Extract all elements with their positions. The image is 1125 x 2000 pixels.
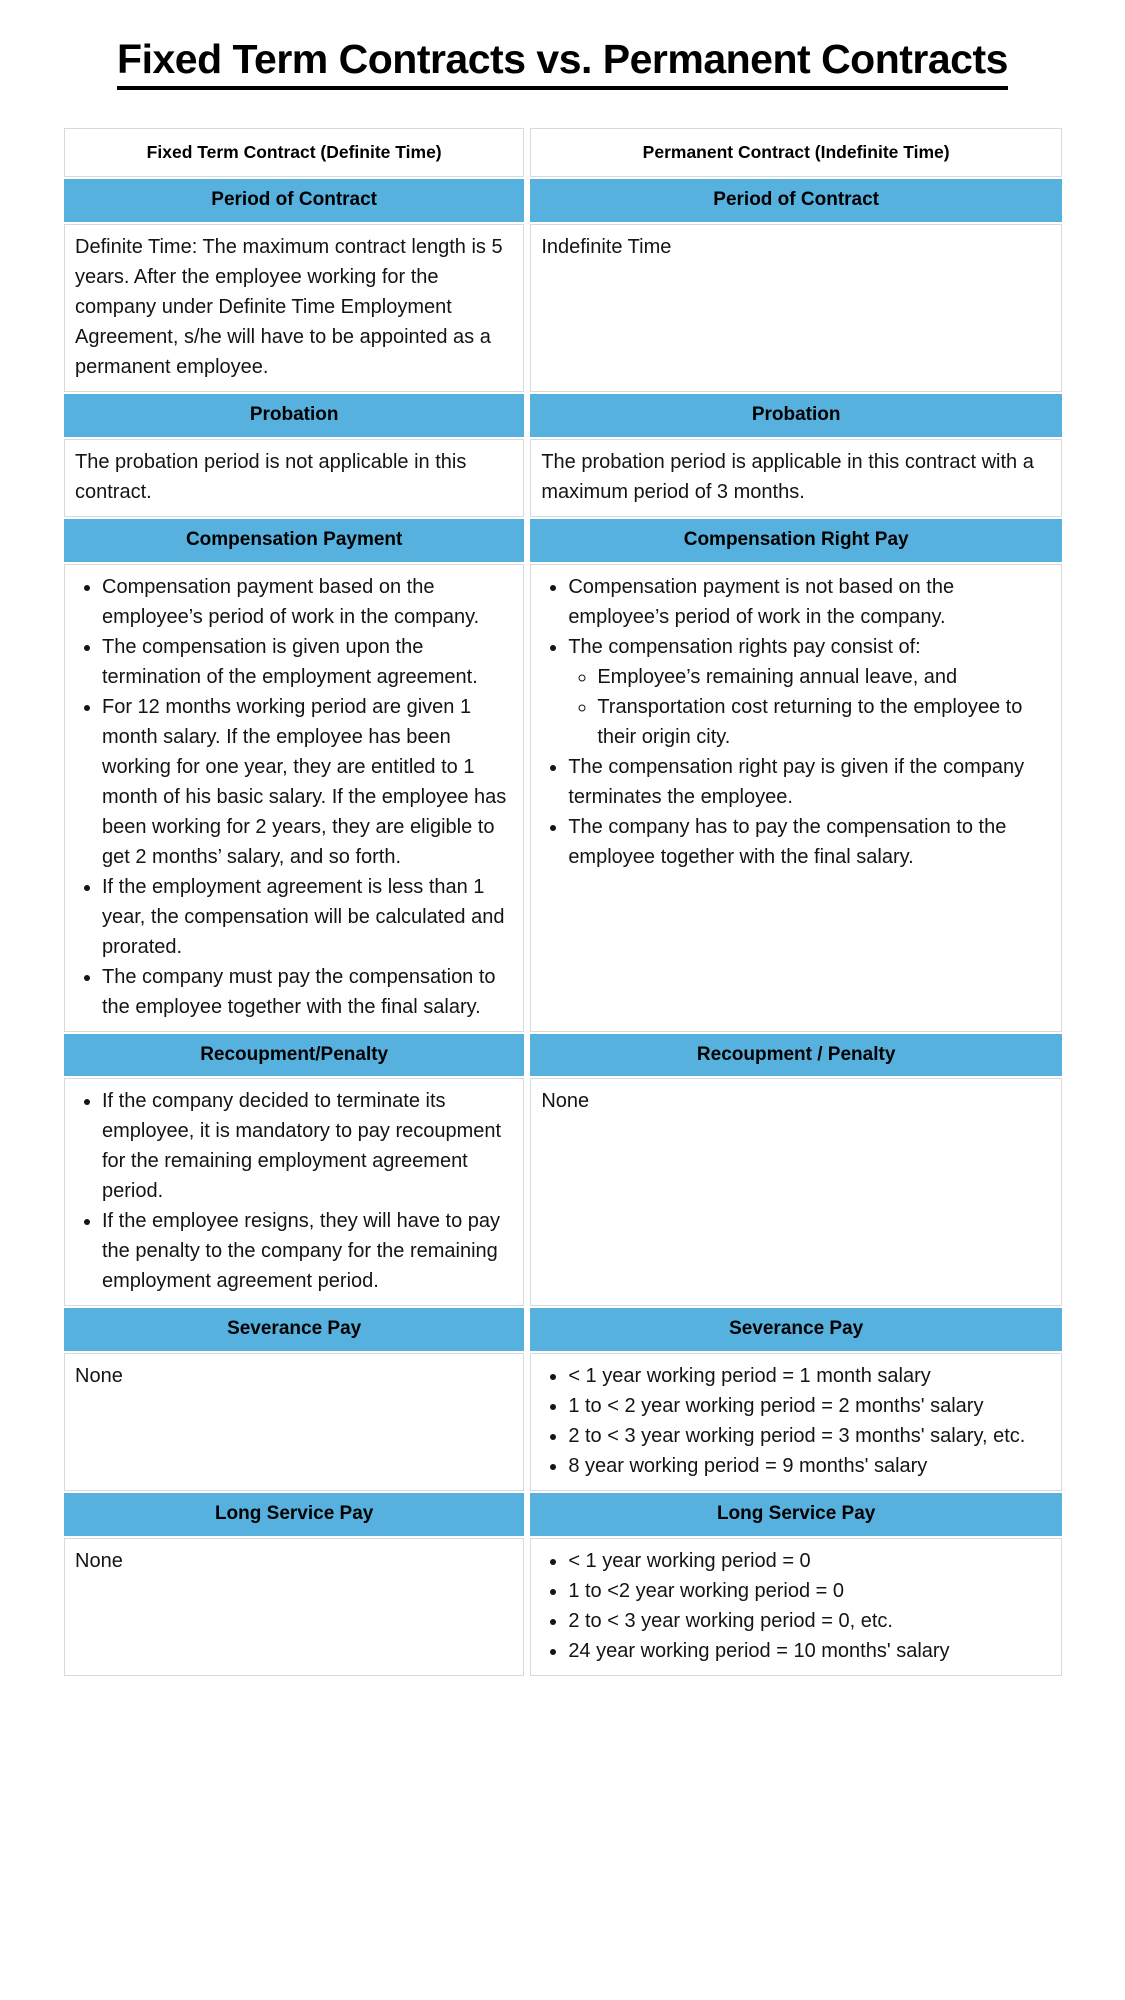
- probation-header-left: Probation: [64, 394, 524, 437]
- list-item: • 24 year working period = 10 months' salary: [568, 1636, 1049, 1666]
- severance-header-right: Severance Pay: [530, 1308, 1062, 1351]
- recoupment-content-right: [530, 1078, 1062, 1306]
- sub-list-item: ◦ Employee’s remaining annual leave, and: [597, 662, 1049, 692]
- probation-header-right: Probation: [530, 394, 1062, 437]
- recoupment-content-left: [64, 1078, 524, 1306]
- list-item: • The company has to pay the compensation to the employee together with the final salary.: [568, 812, 1049, 872]
- column-header-left: Fixed Term Contract (Definite Time): [64, 128, 524, 177]
- list-item: • If the employee resigns, they will have to pay the penalty to the company for the remaining employment agreement period.: [102, 1206, 511, 1296]
- period-content-right: [530, 224, 1062, 392]
- compensation-list-right: [541, 572, 1049, 872]
- recoupment-list-left: [75, 1086, 511, 1296]
- probation-content-left: [64, 439, 524, 517]
- severance-header-left: Severance Pay: [64, 1308, 524, 1351]
- sub-list: [568, 662, 1049, 752]
- severance-content-right: [530, 1353, 1062, 1491]
- list-item: • Compensation payment is not based on the employee’s period of work in the company.: [568, 572, 1049, 632]
- recoupment-header-left: Recoupment/Penalty: [64, 1034, 524, 1077]
- recoupment-text-right: None: [541, 1090, 590, 1113]
- severance-text-left: None: [75, 1365, 123, 1388]
- severance-list-right: [541, 1361, 1049, 1481]
- probation-content-right: [530, 439, 1062, 517]
- list-item: • If the employment agreement is less than 1 year, the compensation will be calculated and prorated.: [102, 872, 511, 962]
- recoupment-header-right: Recoupment / Penalty: [530, 1034, 1062, 1077]
- column-header-right: Permanent Contract (Indefinite Time): [530, 128, 1062, 177]
- long-service-content-left: [64, 1538, 524, 1676]
- sub-list-item: ◦ Transportation cost returning to the employee to their origin city.: [597, 692, 1049, 752]
- period-header-left: Period of Contract: [64, 179, 524, 222]
- page-title: Fixed Term Contracts vs. Permanent Contracts: [117, 36, 1008, 90]
- compensation-content-left: [64, 564, 524, 1032]
- compensation-content-right: [530, 564, 1062, 1032]
- list-item: • < 1 year working period = 1 month salary: [568, 1361, 1049, 1391]
- probation-text-right: The probation period is applicable in this contract with a maximum period of 3 months.: [541, 450, 1034, 503]
- long-service-list-right: [541, 1546, 1049, 1666]
- list-item: • < 1 year working period = 0: [568, 1546, 1049, 1576]
- list-item: • The company must pay the compensation to the employee together with the final salary.: [102, 962, 511, 1022]
- list-item: • 2 to < 3 year working period = 0, etc.: [568, 1606, 1049, 1636]
- severance-content-left: [64, 1353, 524, 1491]
- list-item: • 8 year working period = 9 months' salary: [568, 1451, 1049, 1481]
- list-item: • The compensation rights pay consist of: ◦ Employee’s remaining annual leave, and ◦ Transportation cost returning to the employee to their origin city.: [568, 632, 1049, 752]
- long-service-text-left: None: [75, 1549, 123, 1572]
- list-item: • If the company decided to terminate its employee, it is mandatory to pay recoupment for the remaining employment agreement period.: [102, 1086, 511, 1206]
- list-item: • The compensation is given upon the termination of the employment agreement.: [102, 632, 511, 692]
- long-service-header-left: Long Service Pay: [64, 1493, 524, 1536]
- compensation-header-left: Compensation Payment: [64, 519, 524, 562]
- list-item: • 2 to < 3 year working period = 3 months' salary, etc.: [568, 1421, 1049, 1451]
- period-text-left: Definite Time: The maximum contract length is 5 years. After the employee working for the company under Definite Time Employment Agreement, s/he will have to be appointed as a permanent employee.: [75, 235, 503, 378]
- comparison-table: [64, 128, 1062, 1676]
- list-item: • The compensation right pay is given if the company terminates the employee.: [568, 752, 1049, 812]
- list-item: • Compensation payment based on the employee’s period of work in the company.: [102, 572, 511, 632]
- period-content-left: [64, 224, 524, 392]
- probation-text-left: The probation period is not applicable in this contract.: [75, 450, 467, 503]
- compensation-list-left: [75, 572, 511, 1022]
- compensation-header-right: Compensation Right Pay: [530, 519, 1062, 562]
- list-item: • For 12 months working period are given 1 month salary. If the employee has been working for one year, they are entitled to 1 month of his basic salary. If the employee has been working for 2 years, they are eligible to get 2 months’ salary, and so forth.: [102, 692, 511, 872]
- list-item: • 1 to <2 year working period = 0: [568, 1576, 1049, 1606]
- title-wrap: [0, 36, 1125, 90]
- long-service-content-right: [530, 1538, 1062, 1676]
- long-service-header-right: Long Service Pay: [530, 1493, 1062, 1536]
- period-text-right: Indefinite Time: [541, 235, 672, 258]
- list-item: • 1 to < 2 year working period = 2 months' salary: [568, 1391, 1049, 1421]
- period-header-right: Period of Contract: [530, 179, 1062, 222]
